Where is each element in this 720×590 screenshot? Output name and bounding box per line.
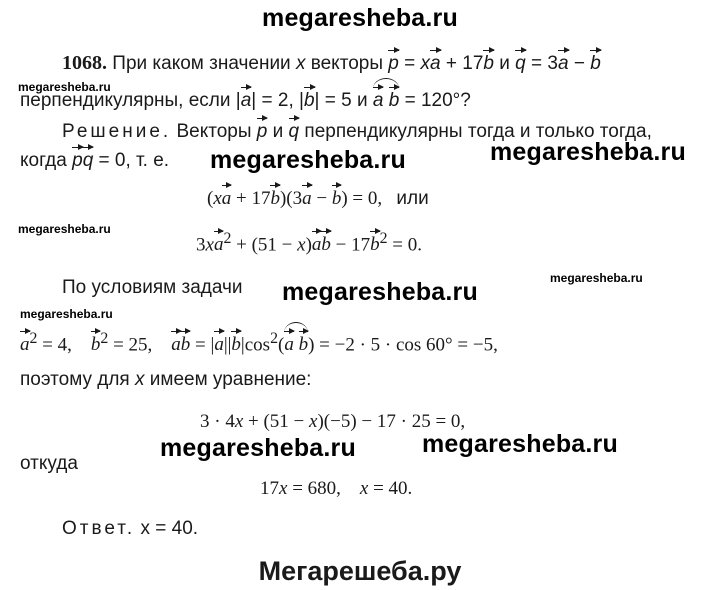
watermark-small-3: megaresheba.ru: [550, 271, 643, 285]
watermark-small-2: megaresheba.ru: [18, 222, 111, 236]
equation-3: $a^2 = 4$, $b^2 = 25$, ab = $|a||b|\cos^2(a$ b) = −2 · 5 · cos 60° = −5,: [20, 330, 498, 356]
equation-1: (xa + 17b)(3a − b) = 0, или: [207, 188, 429, 209]
watermark-mid-5: megaresheba.ru: [422, 430, 618, 458]
whence-line: откуда: [20, 453, 78, 474]
answer-line: Ответ. x = 40.: [62, 518, 199, 539]
equation-4: 3 · 4x + (51 − x)(−5) − 17 · 25 = 0,: [200, 411, 466, 432]
equation-5: 17x = 680, x = 40.: [260, 478, 413, 499]
watermark-footer: Мегарешеба.ру: [258, 556, 462, 586]
solution-label: Решение.: [62, 121, 172, 142]
problem-line-1: 1068. При каком значении x векторы p = xa + 17b и q = 3a − b: [62, 52, 601, 74]
watermark-mid-3: megaresheba.ru: [282, 278, 478, 306]
problem-number: 1068.: [62, 52, 107, 74]
watermark-mid-1: megaresheba.ru: [210, 146, 406, 174]
watermark-top: megaresheba.ru: [262, 4, 458, 32]
watermark-small-4: megaresheba.ru: [20, 307, 113, 321]
hence-line: поэтому для x имеем уравнение:: [20, 369, 312, 390]
watermark-mid-4: megaresheba.ru: [160, 434, 356, 462]
watermark-small-1: megaresheba.ru: [18, 80, 111, 94]
problem-line-2: перпендикулярны, если |a| = 2, |b| = 5 и a b = 120°?: [20, 90, 471, 111]
solution-line-1: Решение. Векторы p и q перпендикулярны тогда и только тогда,: [62, 121, 652, 142]
conditions-line: По условиям задачи: [62, 277, 243, 298]
solution-line-2: когда pq = 0, т. е.: [20, 150, 170, 171]
watermark-mid-2: megaresheba.ru: [490, 138, 686, 166]
equation-2: $3xa^2 + (51 - x)ab - 17b^2 = 0$.: [196, 230, 422, 256]
